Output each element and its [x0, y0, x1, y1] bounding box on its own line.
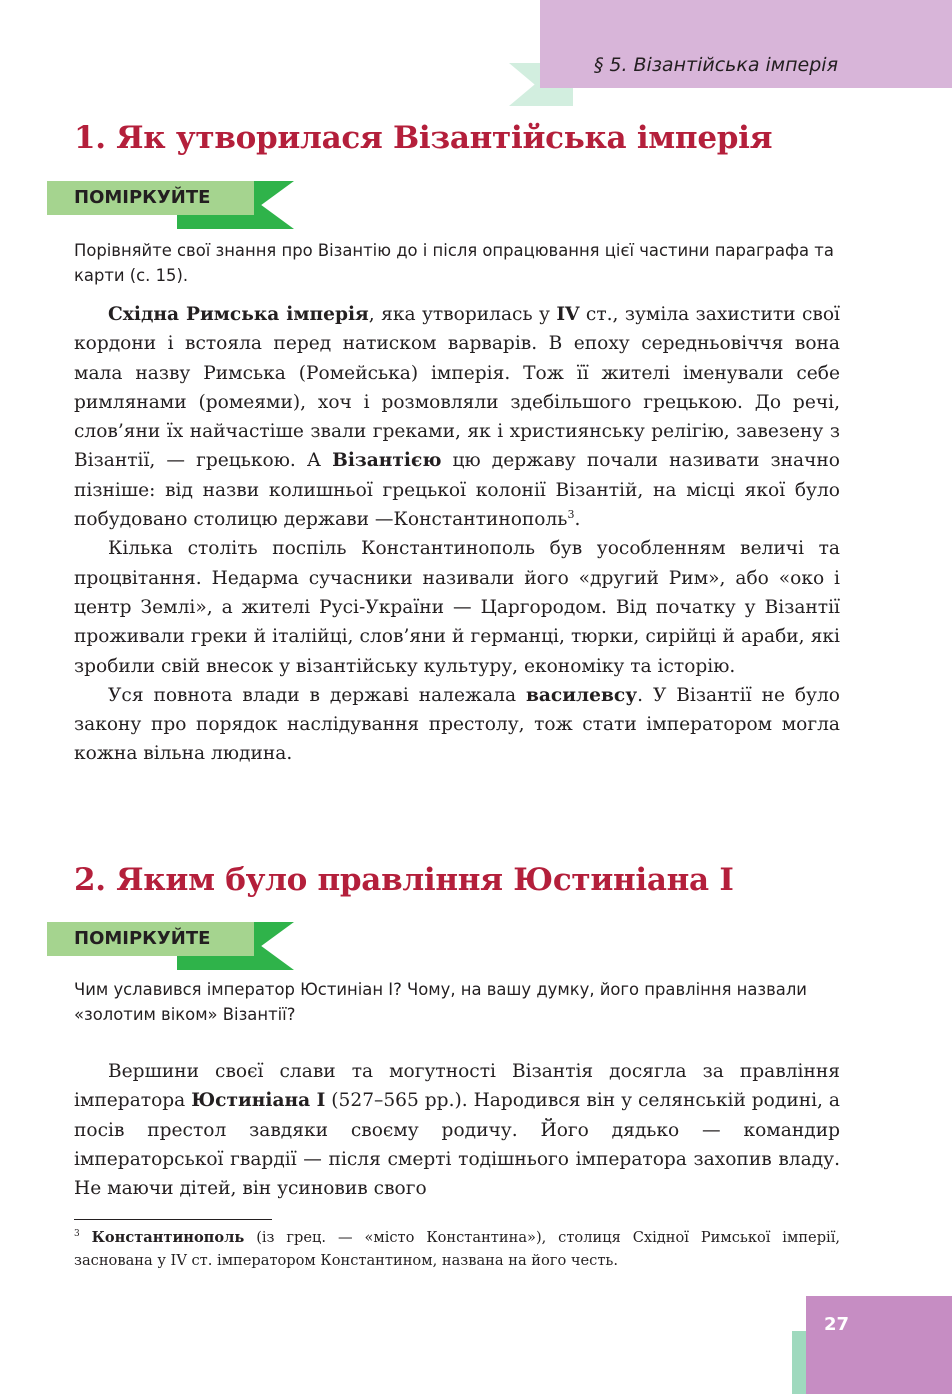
term-eastern-roman-empire: Східна Римська імперія [108, 304, 369, 325]
section-1-body [74, 300, 840, 769]
footnote-3: $^3$ Константинополь (із грец. — «місто Константина»), столиця Східної Римської імперії, заснована у IV ст. імператором Константином, названа на його честь. [74, 1229, 841, 1269]
term-justinian: Юстиніана I [191, 1090, 326, 1112]
running-header: § 5. Візантійська імперія [593, 54, 838, 76]
footnote-ref-3: 3 [567, 507, 575, 521]
footnote-divider [74, 1219, 272, 1220]
think-box-1 [47, 181, 294, 229]
think-label: ПОМІРКУЙТЕ [74, 187, 211, 208]
section-2-question: Чим уславився імператор Юстиніан I? Чому, на вашу думку, його правління назвали «золотим віком» Візантії? [74, 980, 807, 1024]
section-1-paragraph-3: Уся повнота влади в державі належала василевсу. У Візантії не було закону про порядок наслідування престолу, тож стати імператором могла кожна вільна людина. [74, 684, 841, 765]
term-basileus: василевсу [525, 684, 638, 706]
think-label: ПОМІРКУЙТЕ [74, 928, 211, 949]
page-number-box [806, 1296, 952, 1394]
term-byzantium: Візантією [332, 450, 442, 472]
section-2-title: 2. Яким було правління Юстиніана I [74, 862, 734, 898]
page-number: 27 [824, 1314, 850, 1335]
section-2-paragraph-1: Вершини своєї слави та могутності Візантія досягла за правління імператора Юстиніана I (527–565 рр.). Народився він у селянській родині, а посів престол завдяки своєму родичу. Його дядько — командир імператорської гвардії — після смерті тодішнього імператора захопив владу. Не маючи дітей, він усиновив свого [74, 1061, 840, 1200]
header-tab [540, 0, 952, 88]
section-1-paragraph-2: Кілька століть поспіль Константинополь був уособленням величі та процвітання. Недарма сучасники називали його «другий Рим», або «око і центр Землі», а жителі Русі-України — Царгородом. Від початку у Візантії проживали греки й італійці, слов’яни й германці, тюрки, сирійці й араби, які зробили свій внесок у візантійську культуру, економіку та історію. [74, 538, 840, 677]
section-1-question: Порівняйте свої знання про Візантію до і після опрацювання цієї частини параграфа та карти (с. 15). [74, 241, 834, 285]
section-1-title: 1. Як утворилася Візантійська імперія [74, 120, 773, 156]
section-1-paragraph-1: Східна Римська імперія, яка утворилась у IV ст., зуміла захистити свої кордони і встояла перед натиском варварів. В епоху середньовіччя вона мала назву Римська (Ромейська) імперія. Тож її жителі іменували себе римлянами (ромеями), хоч і розмовляли здебільшого грецькою. До речі, слов’яни їх найчастіше звали греками, як і християнську релігію, завезену з Візантії, — грецькою. А Візантією цю державу почали називати значно пізніше: від назви колишньої грецької колонії Візантій, на місці якої було побудовано столицю держави —Константинополь$^3$. [74, 304, 840, 531]
think-box-2 [47, 922, 294, 970]
section-2-body [74, 1057, 840, 1203]
